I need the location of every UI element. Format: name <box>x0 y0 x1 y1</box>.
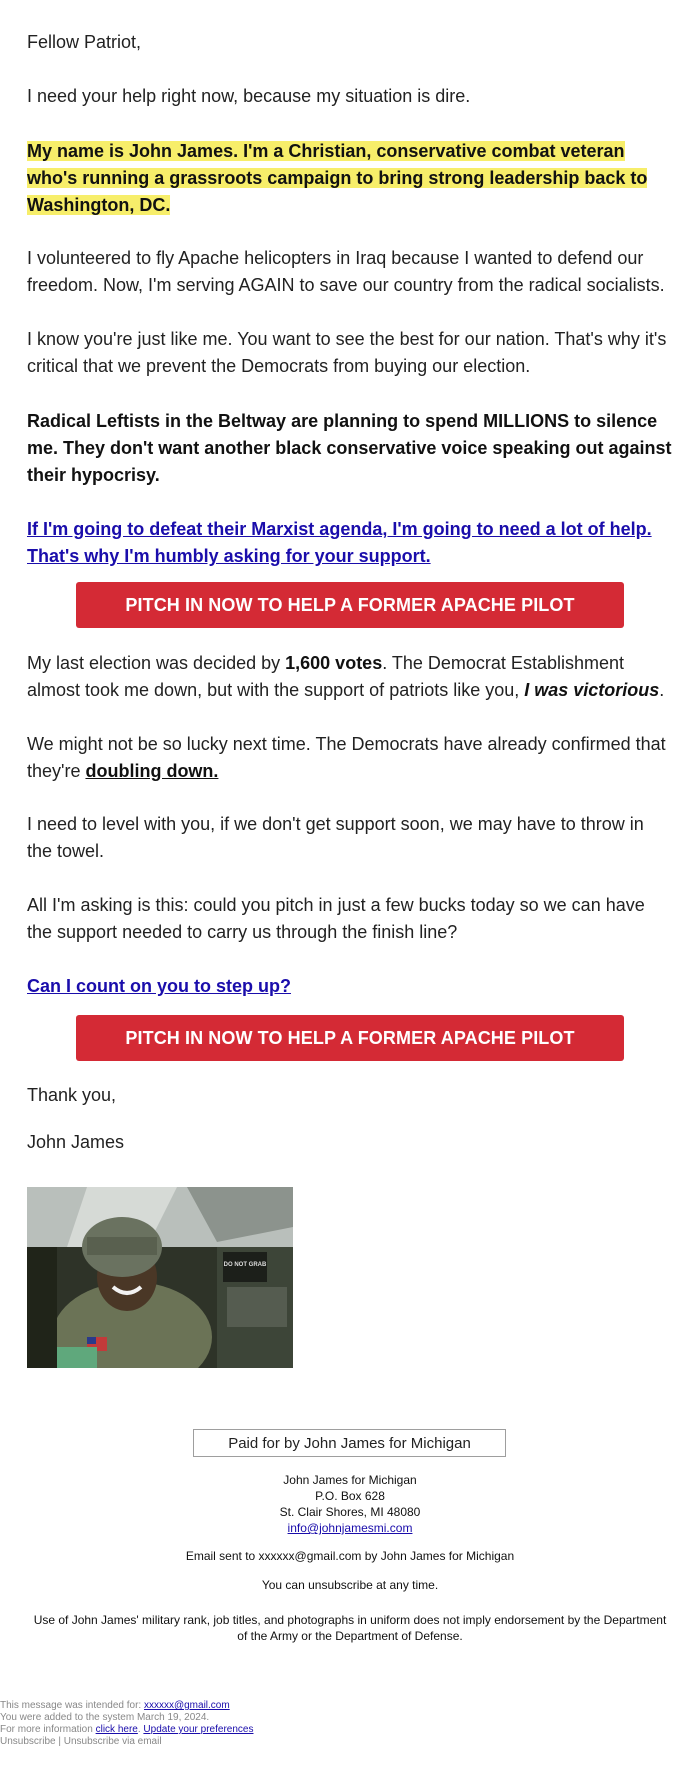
doubling-down-text: doubling down. <box>85 761 219 781</box>
donate-button-top[interactable]: PITCH IN NOW TO HELP A FORMER APACHE PILOT <box>76 582 624 628</box>
nation-paragraph: I know you're just like me. You want to see the best for our nation. That's why it's critical that we prevent the Democrats from buying our election. <box>27 329 667 376</box>
intended-email-link[interactable]: xxxxxx@gmail.com <box>143 1700 230 1711</box>
lucky-paragraph <box>27 731 673 785</box>
pilot-photo-illustration <box>27 1187 293 1368</box>
election-text-e: . <box>659 680 665 700</box>
leftists-paragraph: Radical Leftists in the Beltway are planning to spend MILLIONS to silence me. They don't want another black conservative voice speaking out against their hypocrisy. <box>27 411 672 485</box>
added-line: You were added to the system March 19, 2024. <box>0 1712 210 1723</box>
disclaimer: Use of John James' military rank, job titles, and photographs in uniform does not imply endorsement by the Department of the Army or the Department of Defense. <box>33 1613 667 1643</box>
more-info-label: For more information <box>0 1724 96 1735</box>
greeting: Fellow Patriot, <box>27 32 142 52</box>
count-on-you-paragraph <box>27 973 673 1000</box>
intended-line <box>0 1700 253 1712</box>
ask-paragraph: All I'm asking is this: could you pitch in just a few bucks today so we can have the support needed to carry us through the finish line? <box>27 895 645 942</box>
highlighted-text: My name is John James. I'm a Christian, conservative combat veteran who's running a grassroots campaign to bring strong leadership back to Washington, DC. <box>27 141 648 215</box>
election-text-a: My last election was decided by <box>27 653 286 673</box>
cockpit-label: DO NOT GRAB <box>223 1262 267 1268</box>
meta-footer <box>0 1700 253 1748</box>
pilot-photo <box>27 1187 293 1368</box>
click-here-link[interactable]: click here <box>95 1724 138 1735</box>
po-box: P.O. Box 628 <box>315 1489 385 1503</box>
intended-label: This message was intended for: <box>0 1700 144 1711</box>
election-paragraph <box>27 650 673 704</box>
paid-for-box: Paid for by John James for Michigan <box>193 1429 506 1457</box>
unsubscribe-note: You can unsubscribe at any time. <box>261 1578 439 1592</box>
victorious-text: I was victorious <box>524 680 660 700</box>
sent-to-line: Email sent to xxxxxx@gmail.com by John James for Michigan <box>185 1549 515 1563</box>
support-link[interactable]: If I'm going to defeat their Marxist agenda, I'm going to need a lot of help. That's why I'm humbly asking for your support. <box>27 519 652 566</box>
support-link-paragraph <box>27 516 673 570</box>
more-info-line <box>0 1724 253 1736</box>
unsubscribe-line[interactable]: Unsubscribe | Unsubscribe via email <box>0 1736 162 1747</box>
highlight-paragraph <box>27 138 673 219</box>
thanks: Thank you, <box>27 1085 117 1105</box>
info-email-link[interactable]: info@johnjamesmi.com <box>287 1521 413 1535</box>
votes-count: 1,600 votes <box>285 653 383 673</box>
count-on-you-link[interactable]: Can I count on you to step up? <box>27 976 291 996</box>
org-name: John James for Michigan <box>283 1473 417 1487</box>
city-line: St. Clair Shores, MI 48080 <box>279 1505 421 1519</box>
apache-paragraph: I volunteered to fly Apache helicopters in Iraq because I wanted to defend our freedom. Now, I'm serving AGAIN to save our country from the radical socialists. <box>27 248 665 295</box>
signature: John James <box>27 1132 125 1152</box>
update-preferences-link[interactable]: Update your preferences <box>143 1724 254 1735</box>
address-block <box>0 1472 700 1536</box>
separator: . <box>137 1724 144 1735</box>
election-text-c: . The Democrat Establishment almost took me down, but with the support of patriots like you, <box>27 653 624 700</box>
intro-paragraph: I need your help right now, because my situation is dire. <box>27 86 471 106</box>
towel-paragraph: I need to level with you, if we don't get support soon, we may have to throw in the towel. <box>27 814 644 861</box>
donate-button-bottom[interactable]: PITCH IN NOW TO HELP A FORMER APACHE PILOT <box>76 1015 624 1061</box>
lucky-text: We might not be so lucky next time. The Democrats have already confirmed that they're <box>27 734 666 781</box>
